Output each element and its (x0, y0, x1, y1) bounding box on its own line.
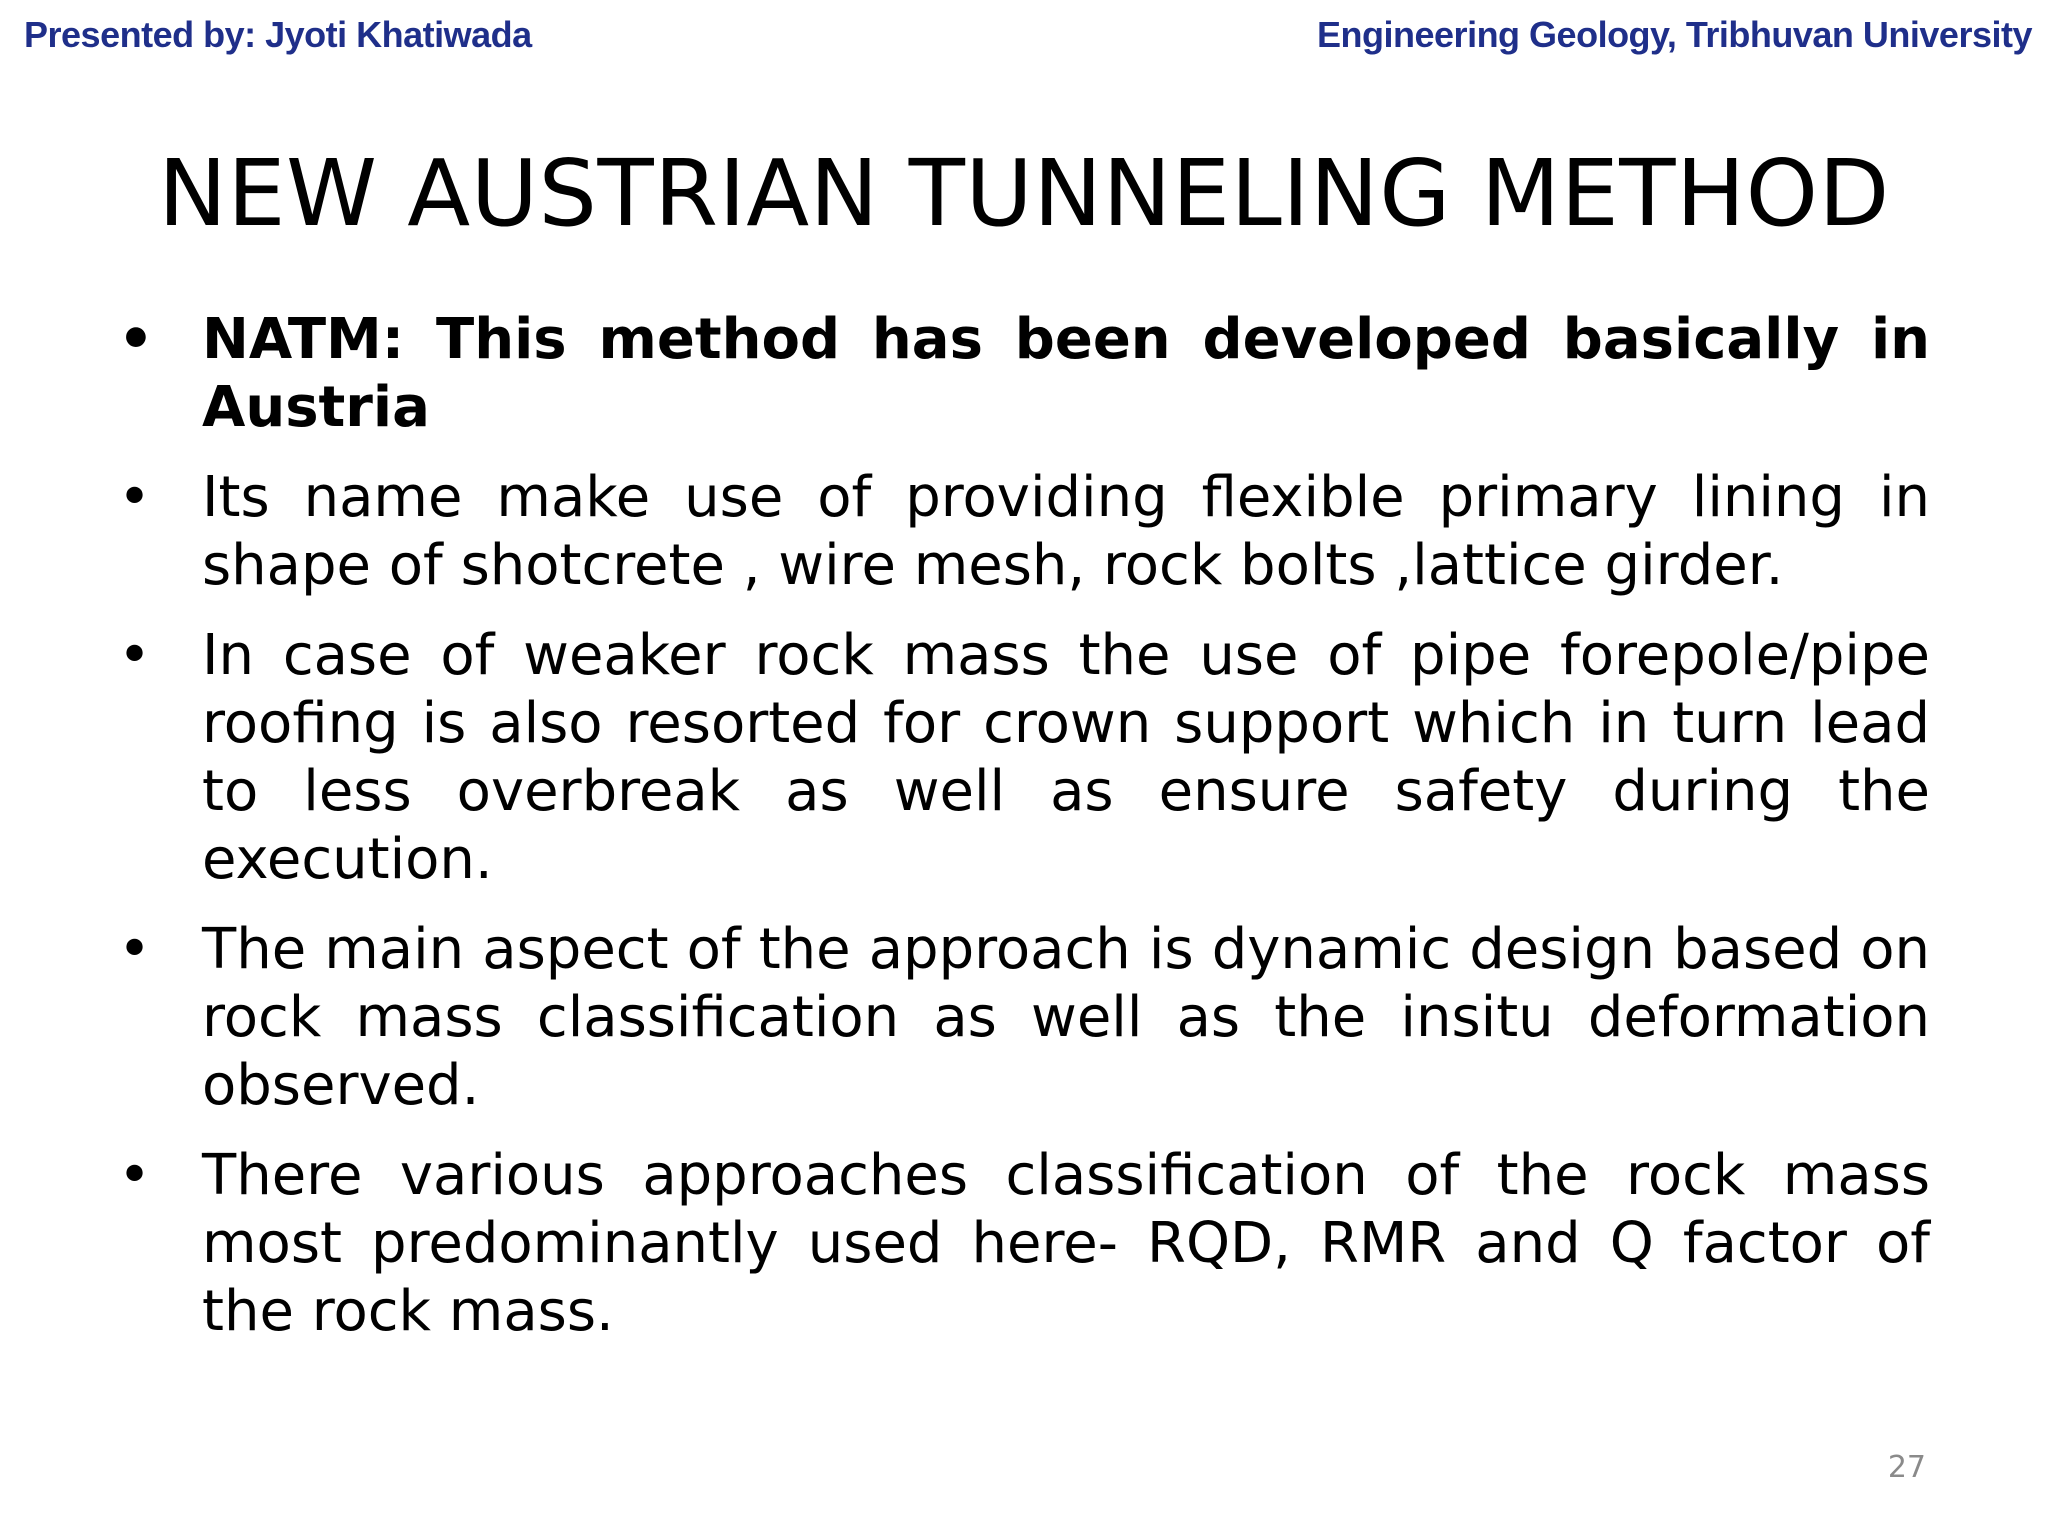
bullet-item (118, 916, 1930, 1120)
bullet-text: In case of weaker rock mass the use of pipe forepole/pipe roofing is also resorted for crown support which in turn lead to less overbreak as well as ensure safety during the execution. (202, 623, 1930, 892)
bullet-text: Its name make use of providing flexible primary lining in shape of shotcrete , wire mesh, rock bolts ,lattice girder. (202, 465, 1930, 598)
bullet-item (118, 622, 1930, 894)
bullet-dot-icon: • (118, 307, 154, 372)
bullet-dot-icon: • (118, 623, 152, 688)
page-number: 27 (1887, 1450, 1926, 1485)
slide-title: NEW AUSTRIAN TUNNELING METHOD (158, 140, 1890, 247)
bullet-dot-icon: • (118, 1143, 152, 1208)
bullet-dot-icon: • (118, 917, 152, 982)
bullet-item (118, 1142, 1930, 1346)
bullet-item (118, 306, 1930, 442)
institution-credit: Engineering Geology, Tribhuvan University (1317, 14, 2032, 55)
bullet-text: The main aspect of the approach is dynamic design based on rock mass classification as well as the insitu deformation observed. (202, 917, 1930, 1118)
presenter-credit: Presented by: Jyoti Khatiwada (24, 14, 532, 55)
bullet-dot-icon: • (118, 465, 152, 530)
bullet-text: There various approaches classification of the rock mass most predominantly used here- RQD, RMR and Q factor of the rock mass. (202, 1143, 1930, 1344)
bullet-list (118, 306, 1930, 1368)
bullet-text: NATM: This method has been developed basically in Austria (202, 307, 1930, 440)
bullet-item (118, 464, 1930, 600)
